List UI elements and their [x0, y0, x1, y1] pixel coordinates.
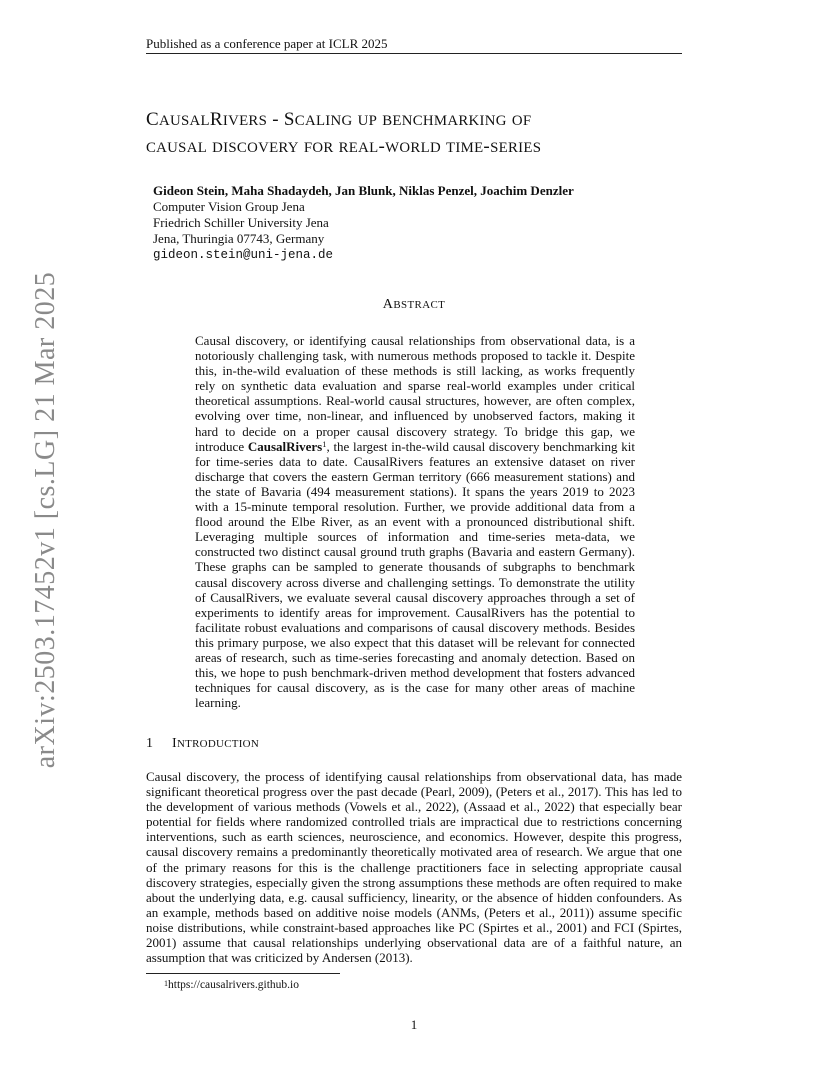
- abstract-body: [195, 333, 635, 710]
- author-names: Gideon Stein, Maha Shadaydeh, Jan Blunk, Niklas Penzel, Joachim Denzler: [153, 183, 574, 198]
- author-block: [153, 183, 574, 263]
- abstract-text-part-1: Causal discovery, or identifying causal relationships from observational data, is a notoriously challenging task, with numerous methods proposed to tackle it. Despite this, in-the-wild evaluation of these methods is still lacking, as works frequently rely on synthetic data evaluation and sparse real-world examples under critical theoretical assumptions. Real-world causal structures, however, are often complex, evolving over time, non-linear, and influenced by unobserved factors, making it hard to decide on a proper causal discovery strategy. To bridge this gap, we introduce: [195, 333, 635, 454]
- header-rule: [146, 53, 682, 54]
- footnote-link[interactable]: https://causalrivers.github.io: [168, 979, 299, 991]
- affiliation-line: Friedrich Schiller University Jena: [153, 215, 329, 230]
- title-line-1: CAUSALRIVERS - SCALING UP BENCHMARKING OF: [146, 109, 532, 130]
- page-number: 1: [410, 1017, 418, 1032]
- affiliation-line: Computer Vision Group Jena: [153, 199, 305, 214]
- section-title: INTRODUCTION: [172, 736, 260, 751]
- section-heading-introduction: [146, 736, 259, 752]
- introduction-paragraph: Causal discovery, the process of identifying causal relationships from observational data, has made significant theoretical progress over the past decade (Pearl, 2009), (Peters et al., 2017). This has led to the development of various methods (Vowels et al., 2022), (Assaad et al., 2022) that especially bear potential for fields where randomized controlled trials are impractical due to restrictions concerning interventions, such as earth sciences, neuroscience, and economics. However, despite this progress, causal discovery remains a predominantly theoretically motivated area of research. We argue that one of the primary reasons for this is the challenge practitioners face in selecting appropriate causal discovery strategies, especially given the strong assumptions these methods are often required to make about the underlying data, e.g. causal sufficiency, linearity, or the absence of hidden confounders. As an example, methods based on additive noise models (ANMs, (Peters et al., 2011)) assume specific noise distributions, while constraint-based approaches like PC (Spirtes et al., 2001) and FCI (Spirtes, 2001) assume that causal relationships underlying observational data are of a faithful nature, an assumption that was criticized by Andersen (2013).: [146, 769, 682, 966]
- title-line-2: CAUSAL DISCOVERY FOR REAL-WORLD TIME-SERIES: [146, 136, 542, 157]
- benchmark-name: CausalRivers: [247, 438, 323, 454]
- running-header: Published as a conference paper at ICLR 2025: [146, 36, 388, 51]
- footnote-rule: [146, 973, 340, 974]
- abstract-heading: ABSTRACT: [382, 297, 446, 312]
- paper-title: [146, 107, 706, 161]
- arxiv-identifier-stamp: arXiv:2503.17452v1 [cs.LG] 21 Mar 2025: [30, 271, 61, 769]
- footnote-reference[interactable]: 1: [322, 438, 327, 449]
- abstract-text-part-2: , the largest in-the-wild causal discovery benchmarking kit for time-series data to date. CausalRivers features an extensive dataset on river discharge that covers the eastern German territory (666 measurement stations) and the state of Bavaria (494 measurement stations). It spans the years 2019 to 2023 with a 15-minute temporal resolution. Further, we provide additional data from a flood around the Elbe River, as an event with a pronounced distributional shift. Leveraging multiple sources of information and time-series meta-data, we constructed two distinct causal ground truth graphs (Bavaria and eastern Germany). These graphs can be sampled to generate thousands of subgraphs to benchmark causal discovery across diverse and challenging settings. To demonstrate the utility of CausalRivers, we evaluate several causal discovery approaches through a set of experiments to identify areas for improvement. CausalRivers has the potential to facilitate robust evaluations and comparisons of causal discovery methods. Besides this primary purpose, we also expect that this dataset will be relevant for connected areas of research, such as time-series forecasting and anomaly detection. Based on this, we hope to push benchmark-driven method development that fosters advanced techniques for causal discovery, as is the case for many other areas of machine learning.: [195, 438, 636, 711]
- author-email[interactable]: gideon.stein@uni-jena.de: [153, 248, 334, 262]
- section-number: 1: [146, 736, 154, 751]
- footnote: [164, 978, 299, 992]
- affiliation-line: Jena, Thuringia 07743, Germany: [153, 231, 325, 246]
- footnote-mark: 1: [164, 979, 168, 988]
